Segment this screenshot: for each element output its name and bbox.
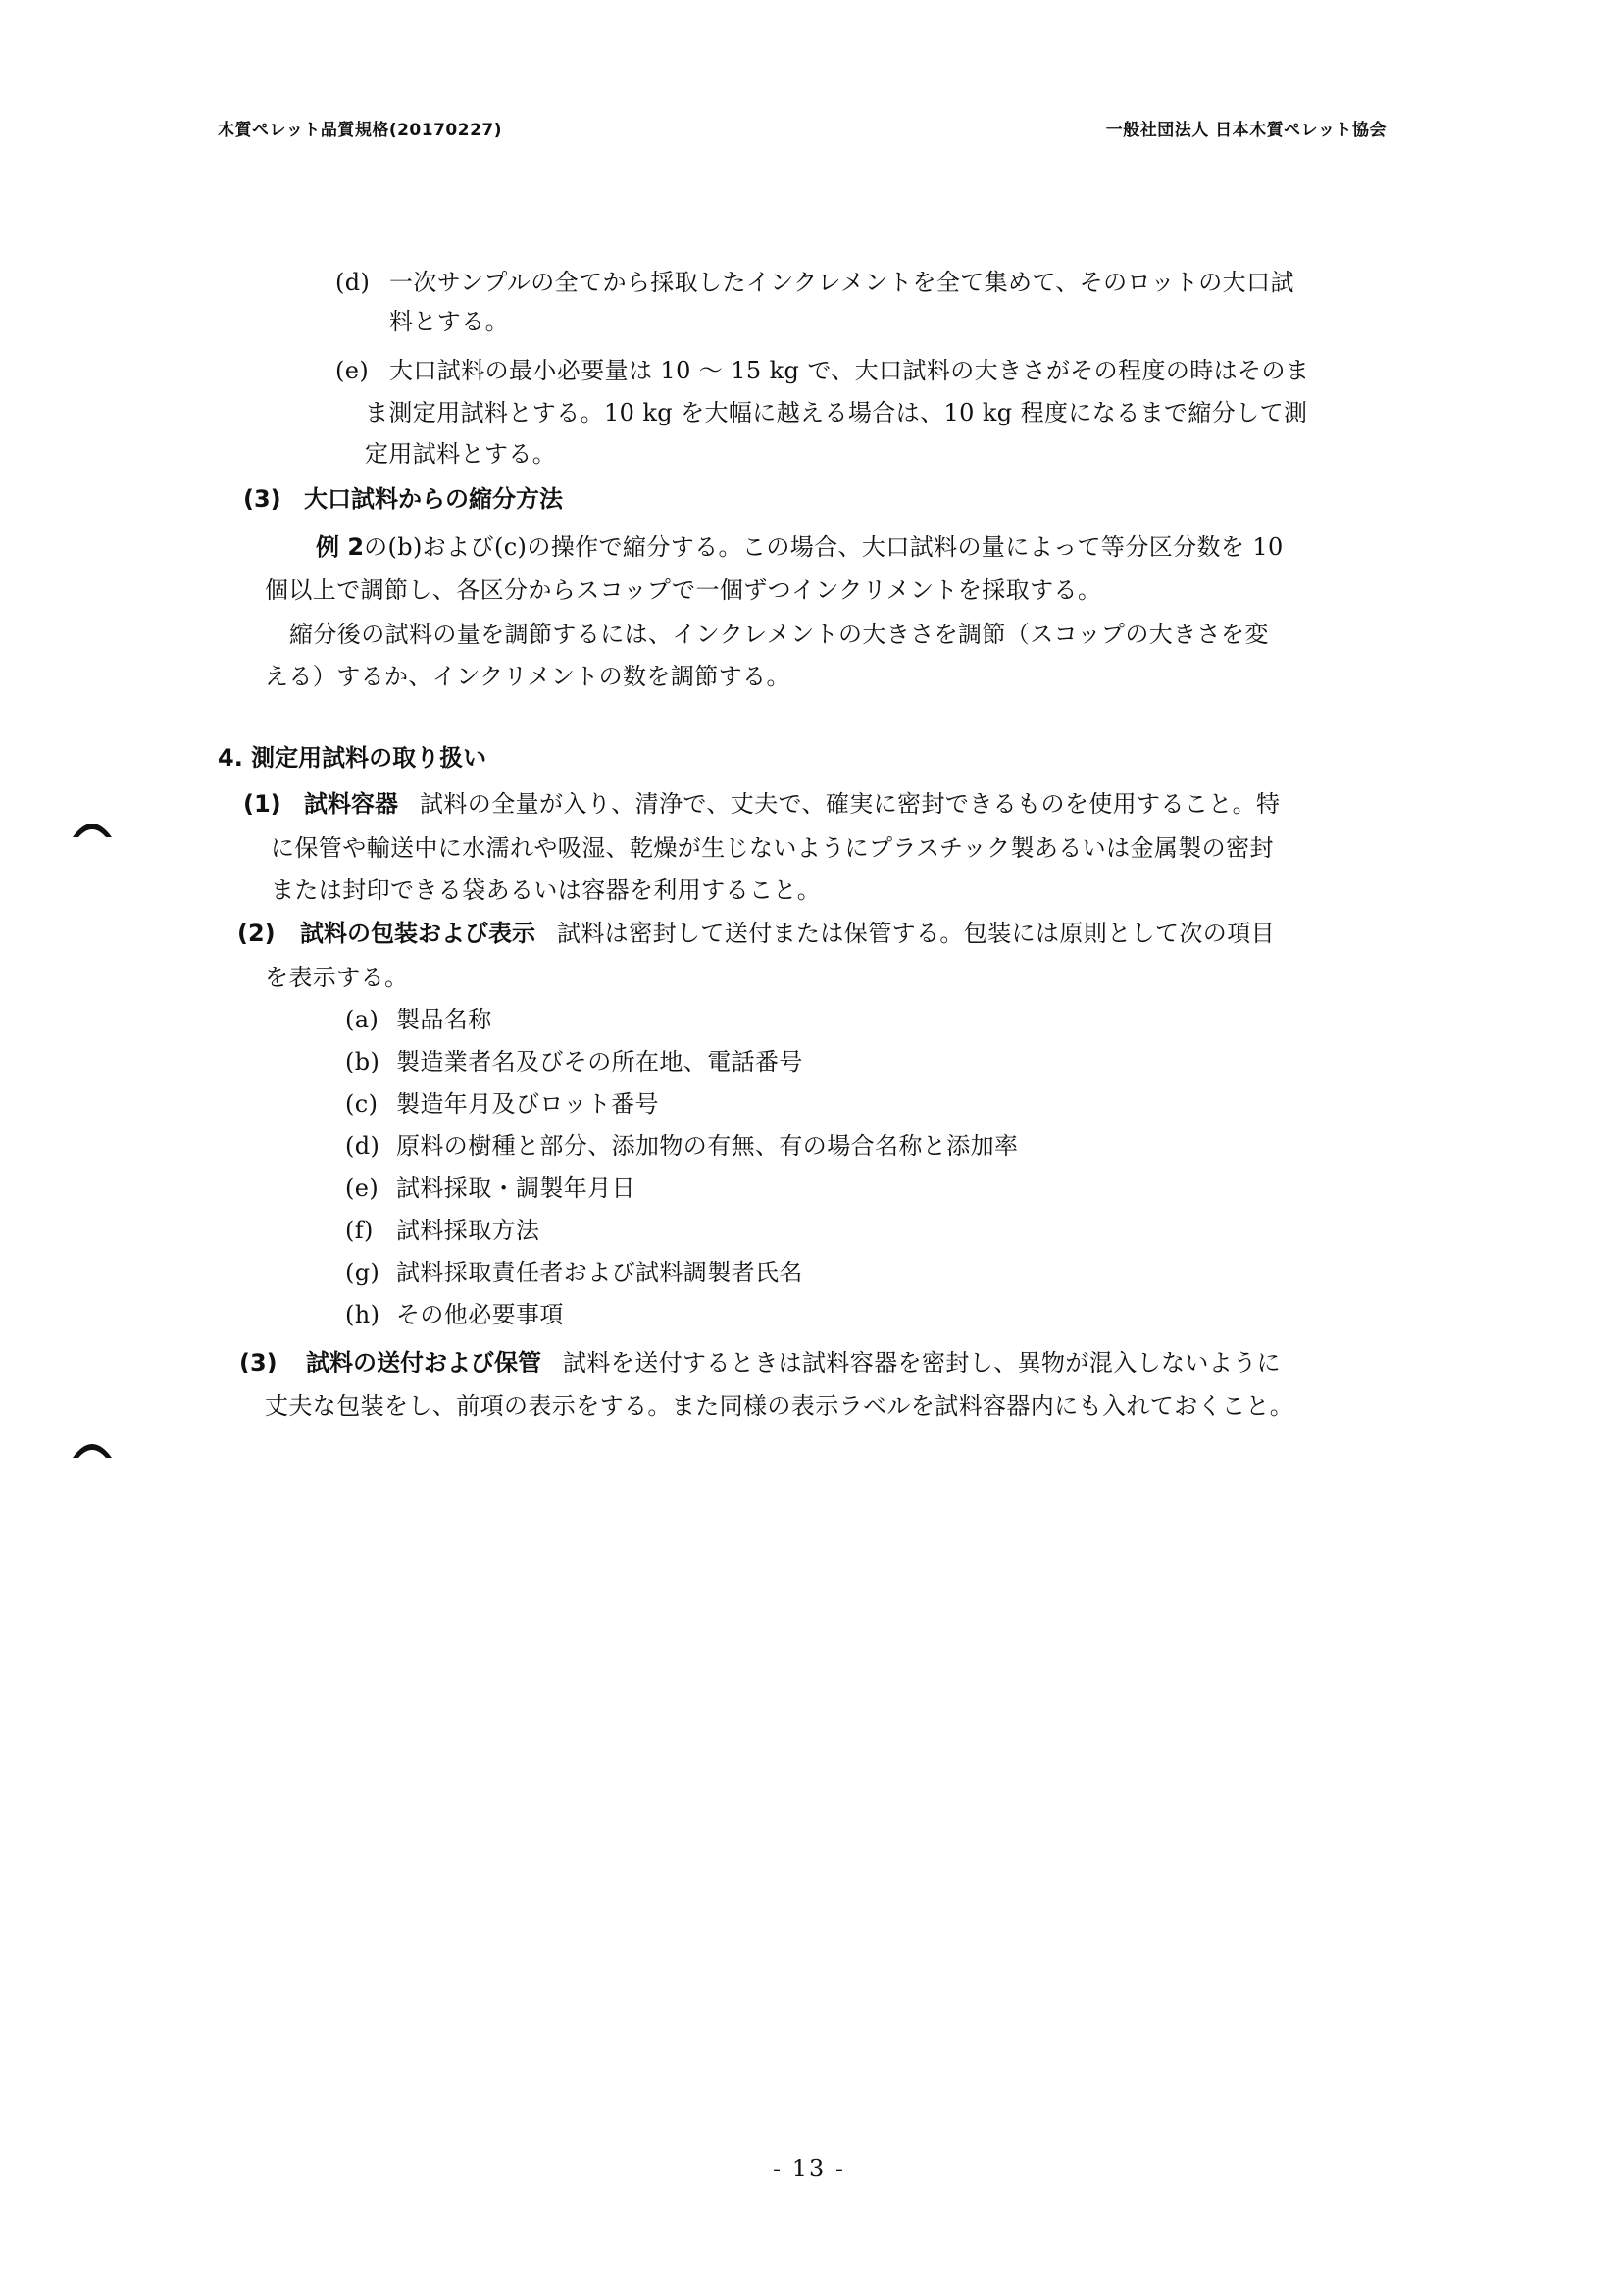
list-item: [345, 1300, 564, 1329]
section-4-1-title: 試料容器: [304, 790, 398, 818]
section-4-heading: 4. 測定用試料の取り扱い: [218, 744, 487, 772]
list-item-label: (d): [345, 1132, 380, 1160]
page-number: - 13 -: [772, 2155, 845, 2182]
list-item-label: (e): [345, 1174, 379, 1202]
section-4-3-number: (3): [239, 1349, 278, 1376]
section-4-2-line-1: [237, 919, 1275, 948]
section-3-title: 大口試料からの縮分方法: [304, 485, 563, 513]
list-item-label: (f): [345, 1217, 374, 1244]
list-item: [345, 1173, 635, 1203]
section-3-number: (3): [243, 485, 281, 513]
section-3-example-ref: 例 2: [316, 533, 365, 561]
document-header-title: 木質ペレット品質規格(20170227): [218, 121, 502, 140]
section-4-1-line-1: [243, 789, 1280, 819]
section-4-3-text-1: 試料を送付するときは試料容器を密封し、異物が混入しないように: [563, 1349, 1281, 1376]
section-3-paragraph-1-line-1: [316, 532, 1284, 562]
list-item-label: (a): [345, 1006, 379, 1033]
section-4-1-text-1: 試料の全量が入り、清浄で、丈夫で、確実に密封できるものを使用すること。特: [420, 790, 1281, 818]
list-item: [345, 1258, 803, 1287]
list-item: [345, 1005, 492, 1034]
punch-hole-mark-upper: [71, 816, 114, 839]
item-e-label: (e): [335, 357, 370, 384]
list-item-text: 製造年月及びロット番号: [396, 1090, 659, 1118]
section-4-2-text-2: を表示する。: [265, 964, 409, 991]
section-3-heading: [243, 484, 563, 514]
list-item: [345, 1216, 539, 1245]
punch-hole-mark-lower: [71, 1436, 114, 1460]
section-4-1-text-2: に保管や輸送中に水濡れや吸湿、乾燥が生じないようにプラスチック製あるいは金属製の密封: [271, 834, 1274, 862]
document-header-organization: 一般社団法人 日本木質ペレット協会: [1105, 121, 1387, 140]
list-item: [345, 1089, 659, 1119]
item-d-label: (d): [335, 269, 371, 296]
list-item-text: 製品名称: [396, 1006, 492, 1033]
list-item-label: (c): [345, 1090, 379, 1118]
item-e-text-3: 定用試料とする。: [365, 440, 557, 468]
list-item-label: (b): [345, 1048, 380, 1075]
list-item-text: 製造業者名及びその所在地、電話番号: [396, 1048, 803, 1075]
list-item-text: 試料採取・調製年月日: [396, 1174, 635, 1202]
section-4-2-number: (2): [237, 920, 276, 947]
item-d-line-1: [335, 268, 1294, 297]
list-item-text: その他必要事項: [396, 1301, 564, 1328]
section-4-2-title: 試料の包装および表示: [300, 920, 535, 947]
section-3-p1-text-2: 個以上で調節し、各区分からスコップで一個ずつインクリメントを採取する。: [265, 576, 1102, 604]
section-4-1-text-3: または封印できる袋あるいは容器を利用すること。: [271, 876, 822, 904]
list-item-text: 原料の樹種と部分、添加物の有無、有の場合名称と添加率: [396, 1132, 1019, 1160]
section-3-p2-text-1: 縮分後の試料の量を調節するには、インクレメントの大きさを調節（スコップの大きさを変: [289, 621, 1269, 648]
section-4-1-number: (1): [243, 790, 281, 818]
item-e-line-1: [335, 356, 1309, 385]
item-e-text-2: ま測定用試料とする。10 kg を大幅に越える場合は、10 kg 程度になるまで縮分して測: [365, 399, 1308, 426]
section-4-3-text-2: 丈夫な包装をし、前項の表示をする。また同様の表示ラベルを試料容器内にも入れておくこと。: [265, 1392, 1294, 1420]
list-item-label: (g): [345, 1259, 380, 1286]
list-item: [345, 1047, 803, 1076]
item-d-text-1: 一次サンプルの全てから採取したインクレメントを全て集めて、そのロットの大口試: [389, 269, 1294, 296]
list-item-label: (h): [345, 1301, 380, 1328]
section-4-2-text-1: 試料は密封して送付または保管する。包装には原則として次の項目: [557, 920, 1275, 947]
section-4-3-title: 試料の送付および保管: [306, 1349, 541, 1376]
list-item-text: 試料採取責任者および試料調製者氏名: [396, 1259, 803, 1286]
list-item: [345, 1131, 1018, 1161]
item-d-text-2: 料とする。: [389, 308, 509, 335]
section-4-3-line-1: [239, 1348, 1281, 1377]
list-item-text: 試料採取方法: [396, 1217, 540, 1244]
section-3-p2-text-2: える）するか、インクリメントの数を調節する。: [265, 663, 790, 690]
section-3-p1-text-1: の(b)および(c)の操作で縮分する。この場合、大口試料の量によって等分区分数を 10: [364, 533, 1284, 561]
item-e-text-1: 大口試料の最小必要量は 10 〜 15 kg で、大口試料の大きさがその程度の時はそのま: [389, 357, 1310, 384]
